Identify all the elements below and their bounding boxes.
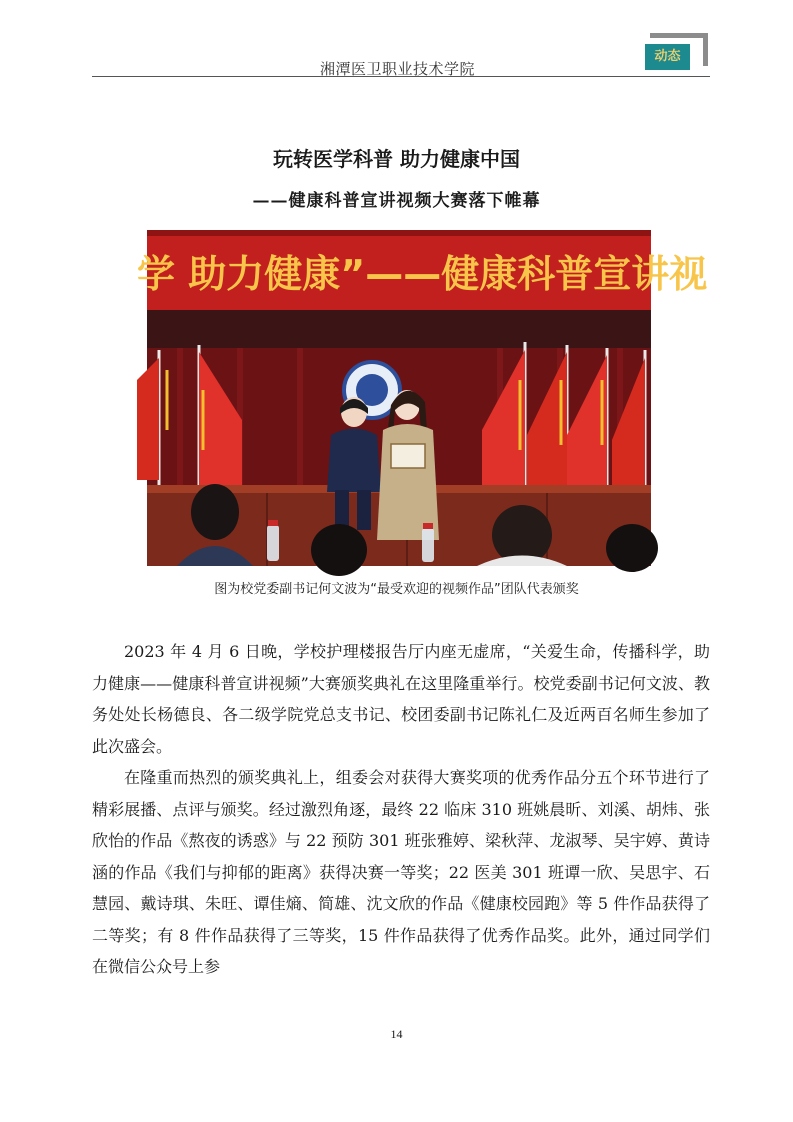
- header-divider: [92, 76, 710, 77]
- paragraph-2: 在隆重而热烈的颁奖典礼上，组委会对获得大赛奖项的优秀作品分五个环节进行了精彩展播、点评与颁奖。经过激烈角逐，最终 22 临床 310 班姚晨昕、刘溪、胡炜、张欣怡的作品《熬夜的诱惑》与 22 预防 301 班张雅婷、梁秋萍、龙淑琴、吴宇婷、黄诗涵的作品《我们与抑郁的距离》获得决赛一等奖；22 医美 301 班谭一欣、吴思宇、石慧园、戴诗琪、朱旺、谭佳熵、简雄、沈文欣的作品《健康校园跑》等 5 件作品获得了二等奖；有 8 件作品获得了三等奖，15 件作品获得了优秀作品奖。此外，通过同学们在微信公众号上参: [92, 768, 710, 976]
- page-number: 14: [390, 1027, 403, 1041]
- header-school-name: 湘潭医卫职业技术学院: [320, 60, 476, 78]
- paragraph-1: 2023 年 4 月 6 日晚，学校护理楼报告厅内座无虚席，“关爱生命，传播科学，助力健康——健康科普宣讲视频”大赛颁奖典礼在这里隆重举行。校党委副书记何文波、教务处处长杨德良、各二级学院党总支书记、校团委副书记陈礼仁及近两百名师生参加了此次盛会。: [92, 642, 710, 756]
- banner-text: 学 助力健康”——健康科普宣讲视: [137, 252, 708, 296]
- photo-caption: 图为校党委副书记何文波为“最受欢迎的视频作品”团队代表颁奖: [214, 582, 579, 597]
- article-title: 玩转医学科普 助力健康中国: [273, 147, 520, 171]
- article-subtitle: ——健康科普宣讲视频大赛落下帷幕: [252, 191, 541, 211]
- award-ceremony-photo: [137, 230, 708, 566]
- section-badge: 动态: [645, 44, 690, 70]
